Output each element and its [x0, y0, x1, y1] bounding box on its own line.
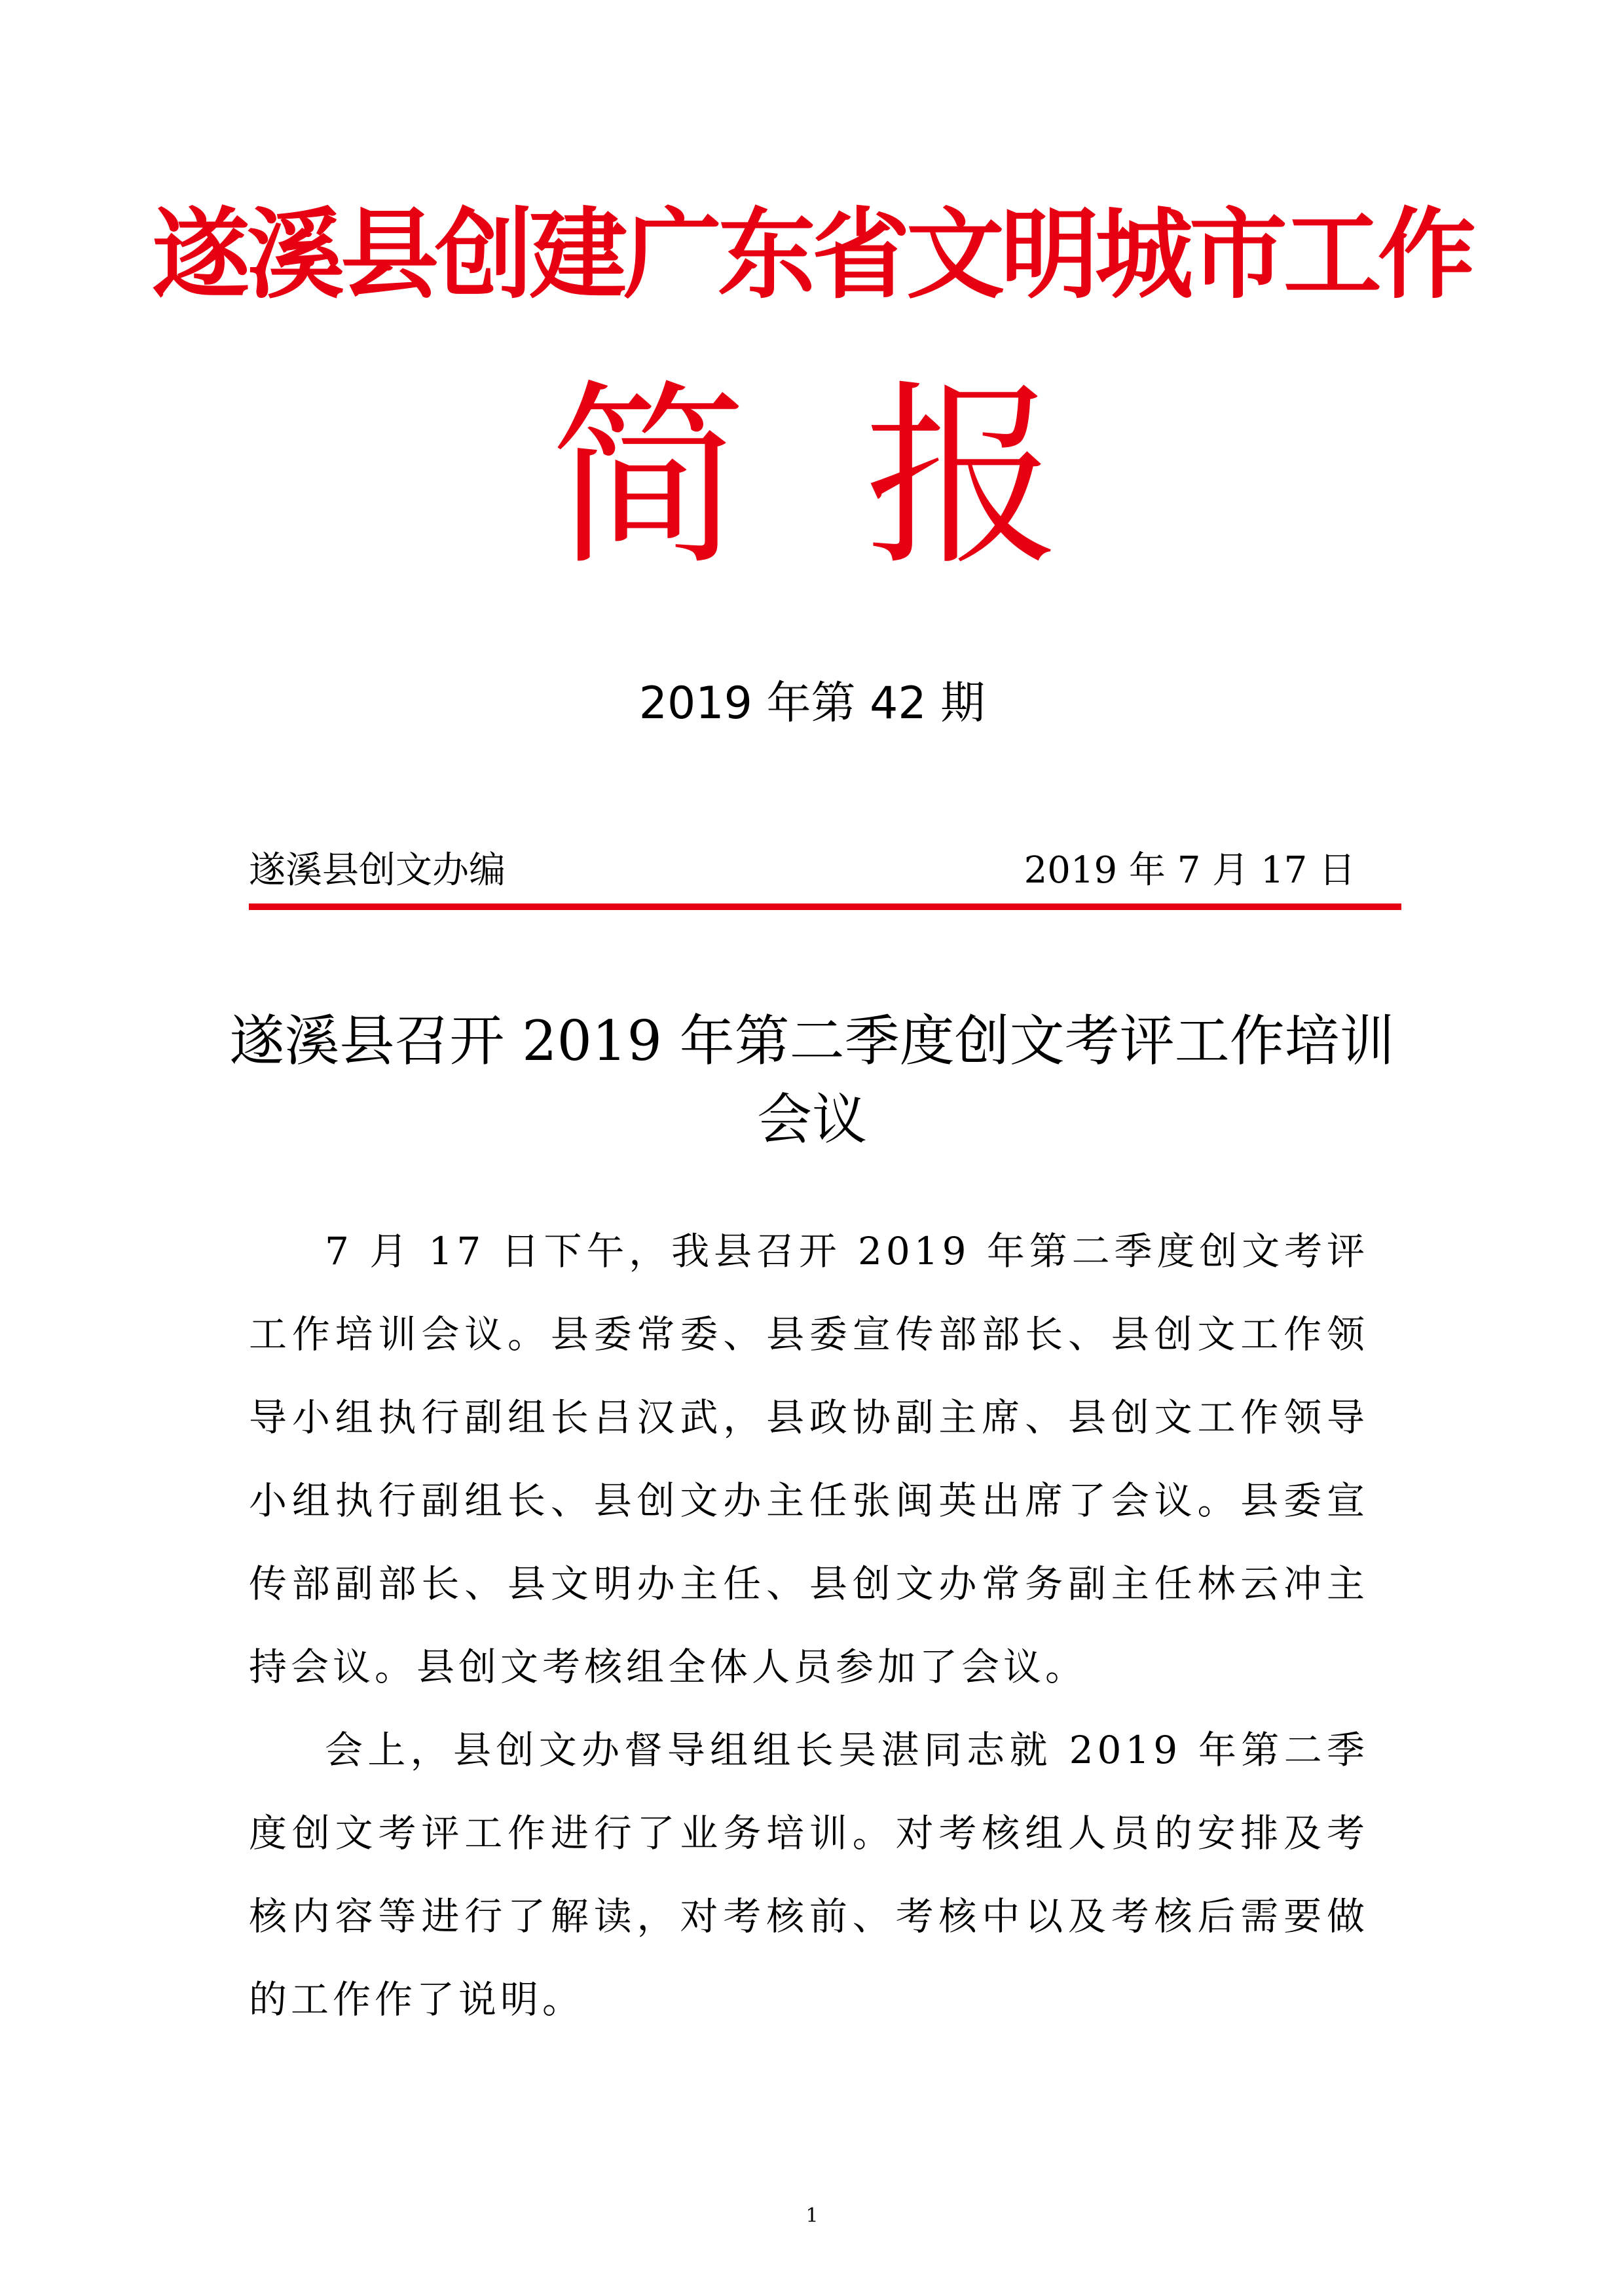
article-body	[249, 1210, 1369, 2041]
masthead-char-2: 报	[864, 363, 1061, 592]
bulletin-header-title: 遂溪县创建广东省文明城市工作	[151, 198, 1472, 312]
publisher-label: 遂溪县创文办编	[249, 849, 506, 892]
bulletin-masthead	[0, 363, 1624, 592]
issue-number: 2019 年第 42 期	[638, 678, 986, 729]
red-divider-rule	[249, 903, 1401, 910]
article-title: 遂溪县召开 2019 年第二季度创文考评工作培训会议	[229, 1009, 1395, 1152]
page-number: 1	[805, 2204, 819, 2227]
masthead-char-1: 简	[550, 363, 747, 592]
publish-date: 2019 年 7 月 17 日	[1024, 849, 1356, 892]
article-paragraph-2: 会上，县创文办督导组组长吴湛同志就 2019 年第二季度创文考评工作进行了业务培训。对考核组人员的安排及考核内容等进行了解读，对考核前、考核中以及考核后需要做的工作作了说明。	[249, 1728, 1369, 2022]
article-paragraph-1: 7 月 17 日下午，我县召开 2019 年第二季度创文考评工作培训会议。县委常委、县委宣传部部长、县创文工作领导小组执行副组长吕汉武，县政协副主席、县创文工作领导小组执行副组长、县创文办主任张闽英出席了会议。县委宣传部副部长、县文明办主任、县创文办常务副主任林云冲主持会议。县创文考核组全体人员参加了会议。	[249, 1229, 1369, 1689]
